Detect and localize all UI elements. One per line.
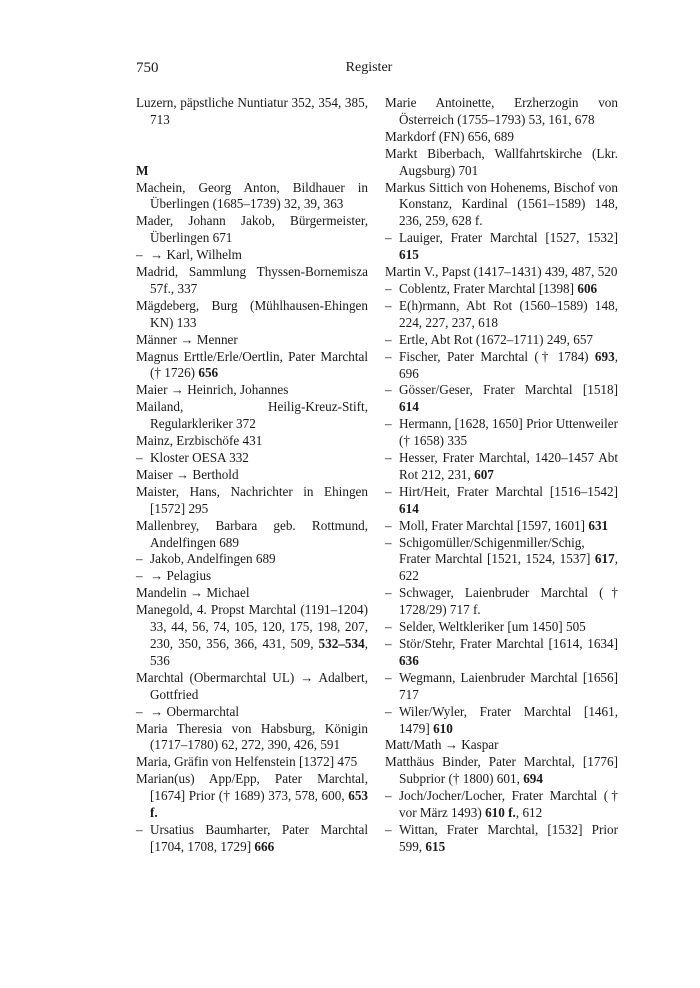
index-subentry	[136, 450, 368, 467]
index-entry	[136, 180, 368, 214]
entry-text: , 696	[399, 348, 618, 381]
main-reference: 606	[577, 280, 598, 296]
index-subentry	[385, 619, 618, 636]
index-subentry	[385, 450, 618, 484]
subentry-dash: –	[385, 297, 392, 313]
entry-text: Marchtal (Obermarchtal UL) → Adalbert, Gottfried	[136, 669, 368, 702]
subentry-dash: –	[385, 636, 392, 651]
index-subentry	[385, 349, 618, 383]
index-entry	[136, 264, 368, 298]
entry-text: Hermann, [1628, 1650] Prior Uttenweiler († 1658) 335	[399, 416, 619, 449]
subentry-dash: –	[136, 703, 143, 719]
index-subentry	[385, 518, 618, 535]
index-entry	[385, 129, 618, 146]
index-entry	[136, 298, 368, 332]
subentry-dash: –	[136, 450, 143, 466]
index-subentry	[136, 551, 368, 568]
index-entry	[136, 670, 368, 704]
index-entry	[136, 721, 368, 755]
main-reference: 617	[594, 551, 615, 567]
entry-text: Wegmann, Laienbruder Marchtal [1656] 717	[399, 669, 618, 702]
index-entry	[385, 95, 618, 129]
subentry-dash: –	[385, 669, 392, 685]
subentry-dash: –	[385, 821, 392, 837]
index-entry	[136, 484, 368, 518]
subentry-dash: –	[385, 788, 392, 804]
entry-text: Madrid, Sammlung Thyssen-Bornemisza 57f., 337	[136, 264, 368, 296]
index-entry	[136, 95, 368, 129]
index-entry	[385, 737, 618, 754]
index-subentry	[385, 822, 618, 856]
entry-text: Fischer, Pater Marchtal († 1784)	[399, 348, 595, 364]
entry-text: Mallenbrey, Barbara geb. Rottmund, Andelfingen 689	[136, 517, 368, 550]
entry-text: Coblentz, Frater Marchtal [1398]	[399, 280, 578, 296]
index-subentry	[385, 484, 618, 518]
main-reference: 610 f.	[485, 805, 516, 821]
entry-text: Selder, Weltkleriker [um 1450] 505	[399, 619, 586, 635]
entry-text: Luzern, päpstliche Nuntiatur 352, 354, 385, 713	[136, 95, 368, 127]
entry-text: Wittan, Frater Marchtal, [1532] Prior 599,	[399, 821, 618, 854]
index-subentry	[385, 281, 618, 298]
main-reference: 656	[198, 365, 219, 381]
entry-text: Wiler/Wyler, Frater Marchtal [1461, 1479]	[399, 703, 618, 736]
index-subentry	[136, 822, 368, 856]
index-column-right	[385, 95, 618, 856]
entry-text: Gösser/Geser, Frater Marchtal [1518]	[399, 382, 618, 398]
entry-text: Mainz, Erzbischöfe 431	[136, 433, 263, 449]
entry-text: → Obermarchtal	[150, 703, 239, 719]
index-subentry	[385, 332, 618, 349]
index-entry	[385, 264, 618, 281]
subentry-dash: –	[385, 703, 392, 719]
entry-text: Männer → Menner	[136, 331, 238, 347]
entry-text: Machein, Georg Anton, Bildhauer in Überlingen (1685–1739) 32, 39, 363	[136, 179, 368, 212]
main-reference: 693	[594, 348, 615, 364]
index-subentry	[136, 568, 368, 585]
subentry-dash: –	[136, 568, 143, 584]
index-subentry	[385, 382, 618, 416]
subentry-dash: –	[385, 585, 392, 601]
index-entry	[385, 754, 618, 788]
index-subentry	[385, 704, 618, 738]
subentry-dash: –	[385, 230, 392, 246]
subentry-dash: –	[136, 551, 143, 567]
entry-text: Kloster OESA 332	[150, 450, 249, 466]
entry-text: , 622	[399, 551, 618, 584]
index-entry	[136, 382, 368, 399]
entry-text: Markdorf (FN) 656, 689	[385, 128, 514, 144]
subentry-dash: –	[385, 534, 392, 550]
index-entry	[136, 433, 368, 450]
entry-text: Maiser → Berthold	[136, 466, 239, 482]
entry-text: Ursatius Baumharter, Pater Marchtal [1704, 1708, 1729]	[150, 821, 368, 854]
entry-text: E(h)rmann, Abt Rot (1560–1589) 148, 224, 227, 237, 618	[399, 297, 618, 330]
index-subentry	[385, 416, 618, 450]
entry-text: Hirt/Heit, Frater Marchtal [1516–1542]	[399, 483, 618, 499]
index-subentry	[385, 230, 618, 264]
entry-text: Mägdeberg, Burg (Mühlhausen-Ehingen KN) 133	[136, 297, 368, 330]
subentry-dash: –	[385, 382, 392, 398]
main-reference: 636	[399, 652, 419, 668]
main-reference: 614	[399, 500, 419, 516]
entry-text: Schwager, Laienbruder Marchtal († 1728/29) 717 f.	[399, 585, 618, 618]
entry-text: Markt Biberbach, Wallfahrtskirche (Lkr. Augsburg) 701	[385, 145, 618, 178]
entry-text: Mailand, Heilig-Kreuz-Stift, Regularkleriker 372	[136, 399, 368, 432]
index-subentry	[385, 670, 618, 704]
running-title: Register	[345, 60, 393, 75]
index-entry	[136, 332, 368, 349]
index-entry	[385, 180, 618, 231]
section-spacer	[136, 129, 368, 163]
entry-text: Lauiger, Frater Marchtal [1527, 1532]	[399, 230, 618, 246]
entry-text: Matt/Math → Kaspar	[385, 737, 499, 753]
index-entry	[136, 213, 368, 247]
subentry-dash: –	[136, 247, 143, 263]
entry-text: Maria, Gräfin von Helfenstein [1372] 475	[136, 754, 358, 770]
main-reference: 614	[399, 399, 419, 415]
entry-text: Jakob, Andelfingen 689	[150, 551, 276, 567]
subentry-dash: –	[385, 348, 392, 364]
index-subentry	[136, 247, 368, 264]
index-entry	[136, 349, 368, 383]
section-letter: M	[136, 162, 149, 178]
index-entry	[136, 771, 368, 822]
entry-text: Maier → Heinrich, Johannes	[136, 382, 289, 398]
main-reference: 615	[425, 838, 446, 854]
main-reference: 653 f.	[150, 788, 368, 821]
entry-text: Martin V., Papst (1417–1431) 439, 487, 520	[385, 264, 618, 280]
main-reference: 694	[523, 771, 543, 787]
entry-text: Magnus Erttle/Erle/Oertlin, Pater Marchtal († 1726)	[136, 348, 368, 381]
subentry-dash: –	[385, 450, 392, 466]
entry-text: Manegold, 4. Propst Marchtal (1191–1204) 33, 44, 56, 74, 105, 120, 175, 198, 207, 230, 350, 356, 366, 431, 509,	[136, 602, 368, 651]
index-subentry	[385, 585, 618, 619]
entry-text: Schigomüller/Schigenmiller/Schig, Frater Marchtal [1521, 1524, 1537]	[399, 534, 595, 567]
entry-text: , 536	[150, 635, 368, 668]
entry-text: , 612	[515, 805, 543, 821]
entry-text: Joch/Jocher/Locher, Frater Marchtal († vor März 1493)	[399, 788, 618, 821]
subentry-dash: –	[385, 331, 392, 347]
entry-text: Moll, Frater Marchtal [1597, 1601]	[399, 517, 589, 533]
main-reference: 532–534	[318, 635, 365, 651]
index-entry	[136, 754, 368, 771]
index-entry	[385, 146, 618, 180]
entry-text: Mandelin → Michael	[136, 585, 250, 601]
index-entry	[136, 602, 368, 670]
main-reference: 615	[399, 247, 419, 263]
main-reference: 610	[433, 720, 453, 736]
subentry-dash: –	[385, 619, 392, 635]
entry-text: Markus Sittich von Hohenems, Bischof von Konstanz, Kardinal (1561–1589) 148, 236, 259, 628 f.	[385, 179, 618, 229]
entry-text: Maria Theresia von Habsburg, Königin (1717–1780) 62, 272, 390, 426, 591	[136, 720, 368, 753]
entry-text: Hesser, Frater Marchtal, 1420–1457 Abt Rot 212, 231,	[399, 450, 618, 482]
entry-text: Maister, Hans, Nachrichter in Ehingen [1572] 295	[136, 483, 368, 516]
entry-text: Marian(us) App/Epp, Pater Marchtal, [1674] Prior († 1689) 373, 578, 600,	[136, 771, 368, 804]
page-number: 750	[136, 60, 159, 76]
subentry-dash: –	[136, 821, 143, 837]
entry-text: Matthäus Binder, Pater Marchtal, [1776] Subprior († 1800) 601,	[385, 754, 618, 787]
entry-text: Mader, Johann Jakob, Bürgermeister, Überlingen 671	[136, 213, 368, 246]
main-reference: 631	[588, 517, 609, 533]
index-entry	[136, 399, 368, 433]
subentry-dash: –	[385, 416, 392, 432]
main-reference: 666	[254, 838, 275, 854]
subentry-dash: –	[385, 517, 392, 533]
index-subentry	[136, 704, 368, 721]
entry-text: → Pelagius	[150, 568, 212, 584]
index-entry	[136, 467, 368, 484]
subentry-dash: –	[385, 483, 392, 499]
index-entry	[136, 585, 368, 602]
index-entry	[136, 518, 368, 552]
index-subentry	[385, 535, 618, 586]
entry-text: Stör/Stehr, Frater Marchtal [1614, 1634]	[399, 636, 618, 651]
main-reference: 607	[474, 466, 494, 482]
index-subentry	[385, 636, 618, 670]
subentry-dash: –	[385, 280, 392, 296]
page-header	[136, 60, 602, 80]
index-column-left	[136, 95, 368, 856]
entry-text: Ertle, Abt Rot (1672–1711) 249, 657	[399, 331, 594, 347]
index-subentry	[385, 298, 618, 332]
entry-text: → Karl, Wilhelm	[150, 247, 242, 263]
entry-text: Marie Antoinette, Erzherzogin von Österreich (1755–1793) 53, 161, 678	[385, 95, 618, 127]
index-subentry	[385, 788, 618, 822]
